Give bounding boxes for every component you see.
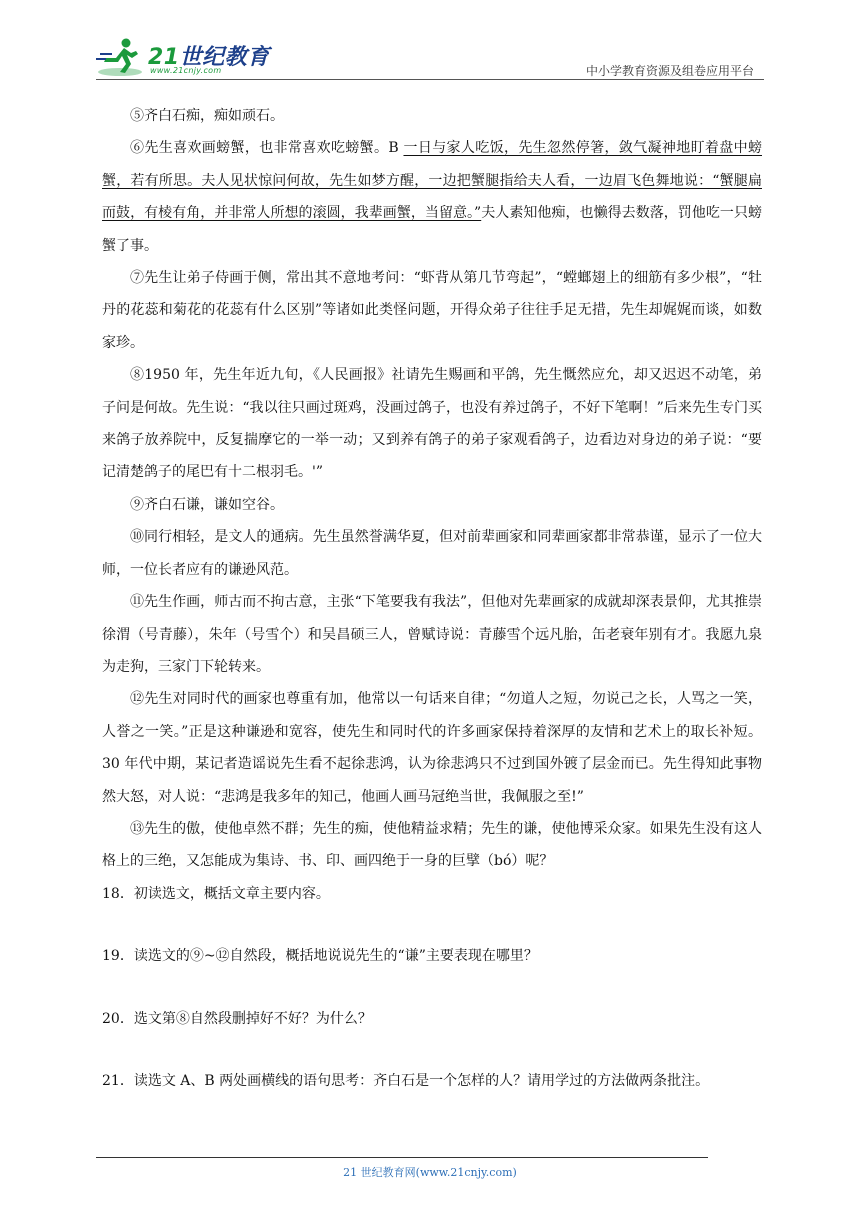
article-body bbox=[102, 100, 762, 1097]
underlined-sentence-b: 一日与家人吃饭，先生忽然停箸，敛气凝神地盯着盘中螃蟹，若有所思。夫人见状惊问何故，先生如梦方醒，一边把蟹腿指给夫人看，一边眉飞色舞地说：“蟹腿扁而鼓，有棱有角，并非常人所想的滚圆，我辈画蟹，当留意。” bbox=[102, 140, 762, 222]
paragraph-6-lead: ⑥先生喜欢画螃蟹，也非常喜欢吃螃蟹。B bbox=[130, 140, 404, 157]
runner-logo-icon bbox=[96, 36, 146, 78]
logo-url: www.21cnjy.com bbox=[150, 66, 222, 75]
question-21: 21．读选文 A、B 两处画横线的语句思考：齐白石是一个怎样的人？请用学过的方法做两条批注。 bbox=[102, 1072, 710, 1089]
site-logo[interactable] bbox=[96, 36, 270, 78]
answer-space[interactable] bbox=[102, 1035, 762, 1065]
paragraph-6 bbox=[102, 132, 762, 262]
paragraph-13: ⑬先生的傲，使他卓然不群；先生的痴，使他精益求精；先生的谦，使他博采众家。如果先生没有这人格上的三绝，又怎能成为集诗、书、印、画四绝于一身的巨擘（bó）呢？ bbox=[102, 820, 762, 870]
question-19: 19．读选文的⑨~⑫自然段，概括地说说先生的“谦”主要表现在哪里？ bbox=[102, 948, 538, 965]
platform-name: 中小学教育资源及组卷应用平台 bbox=[585, 64, 754, 78]
paragraph-11: ⑪先生作画，师古而不拘古意，主张“下笔要我有我法”，但他对先辈画家的成就却深表景仰，尤其推崇徐渭（号青藤），朱年（号雪个）和吴昌硕三人，曾赋诗说：青藤雪个远凡胎，缶老衰年别有才。我愿九泉为走狗，三家门下轮转来。 bbox=[102, 594, 762, 675]
question-18: 18．初读选文，概括文章主要内容。 bbox=[102, 885, 330, 902]
footer-link[interactable]: 21 世纪教育网(www.21cnjy.com) bbox=[343, 1166, 517, 1179]
paragraph-10: ⑩同行相轻，是文人的通病。先生虽然誉满华夏，但对前辈画家和同辈画家都非常恭谨，显示了一位大师，一位长者应有的谦逊风范。 bbox=[102, 529, 762, 578]
paragraph-12: ⑫先生对同时代的画家也尊重有加，他常以一句话来自律；“勿道人之短，勿说己之长，人骂之一笑，人誉之一笑。”正是这种谦逊和宽容，使先生和同时代的许多画家保持着深厚的友情和艺术上的取长补短。30 年代中期，某记者造谣说先生看不起徐悲鸿，认为徐悲鸿只不过到国外镀了层金而已。先生得知此事物然大怒，对人说：“悲鸿是我多年的知己，他画人画马冠绝当世，我佩服之至!” bbox=[102, 691, 762, 805]
paragraph-8: ⑧1950 年，先生年近九旬，《人民画报》社请先生赐画和平鸽，先生慨然应允，却又迟迟不动笔，弟子问是何故。先生说：“我以往只画过斑鸡，没画过鸽子，也没有养过鸽子，不好下笔啊！”后来先生专门买来鸽子放养院中，反复揣摩它的一举一动；又到养有鸽子的弟子家观看鸽子，边看边对身边的弟子说：“要记清楚鸽子的尾巴有十二根羽毛。'” bbox=[102, 367, 762, 481]
answer-space[interactable] bbox=[102, 973, 762, 1003]
question-20: 20．选文第⑧自然段删掉好不好？为什么？ bbox=[102, 1010, 372, 1027]
page-header bbox=[96, 36, 764, 80]
paragraph-5: ⑤齐白石痴，痴如顽石。 bbox=[130, 108, 284, 124]
footer-divider bbox=[96, 1157, 708, 1158]
logo-wordmark: 21世纪教育 bbox=[148, 45, 270, 70]
paragraph-6-tail: 夫人素知他痴，也懒得去数落，罚他吃一只螃蟹了事。 bbox=[102, 205, 763, 254]
paragraph-9: ⑨齐白石谦，谦如空谷。 bbox=[130, 496, 284, 513]
header-divider bbox=[96, 79, 764, 80]
answer-space[interactable] bbox=[102, 910, 762, 940]
paragraph-7: ⑦先生让弟子侍画于侧，常出其不意地考问：“虾背从第几节弯起”，“螳螂翅上的细筋有多少根”，“牡丹的花蕊和菊花的花蕊有什么区别”等诸如此类怪问题，开得众弟子往往手足无措，先生却娓娓而谈，如数家珍。 bbox=[102, 270, 762, 351]
